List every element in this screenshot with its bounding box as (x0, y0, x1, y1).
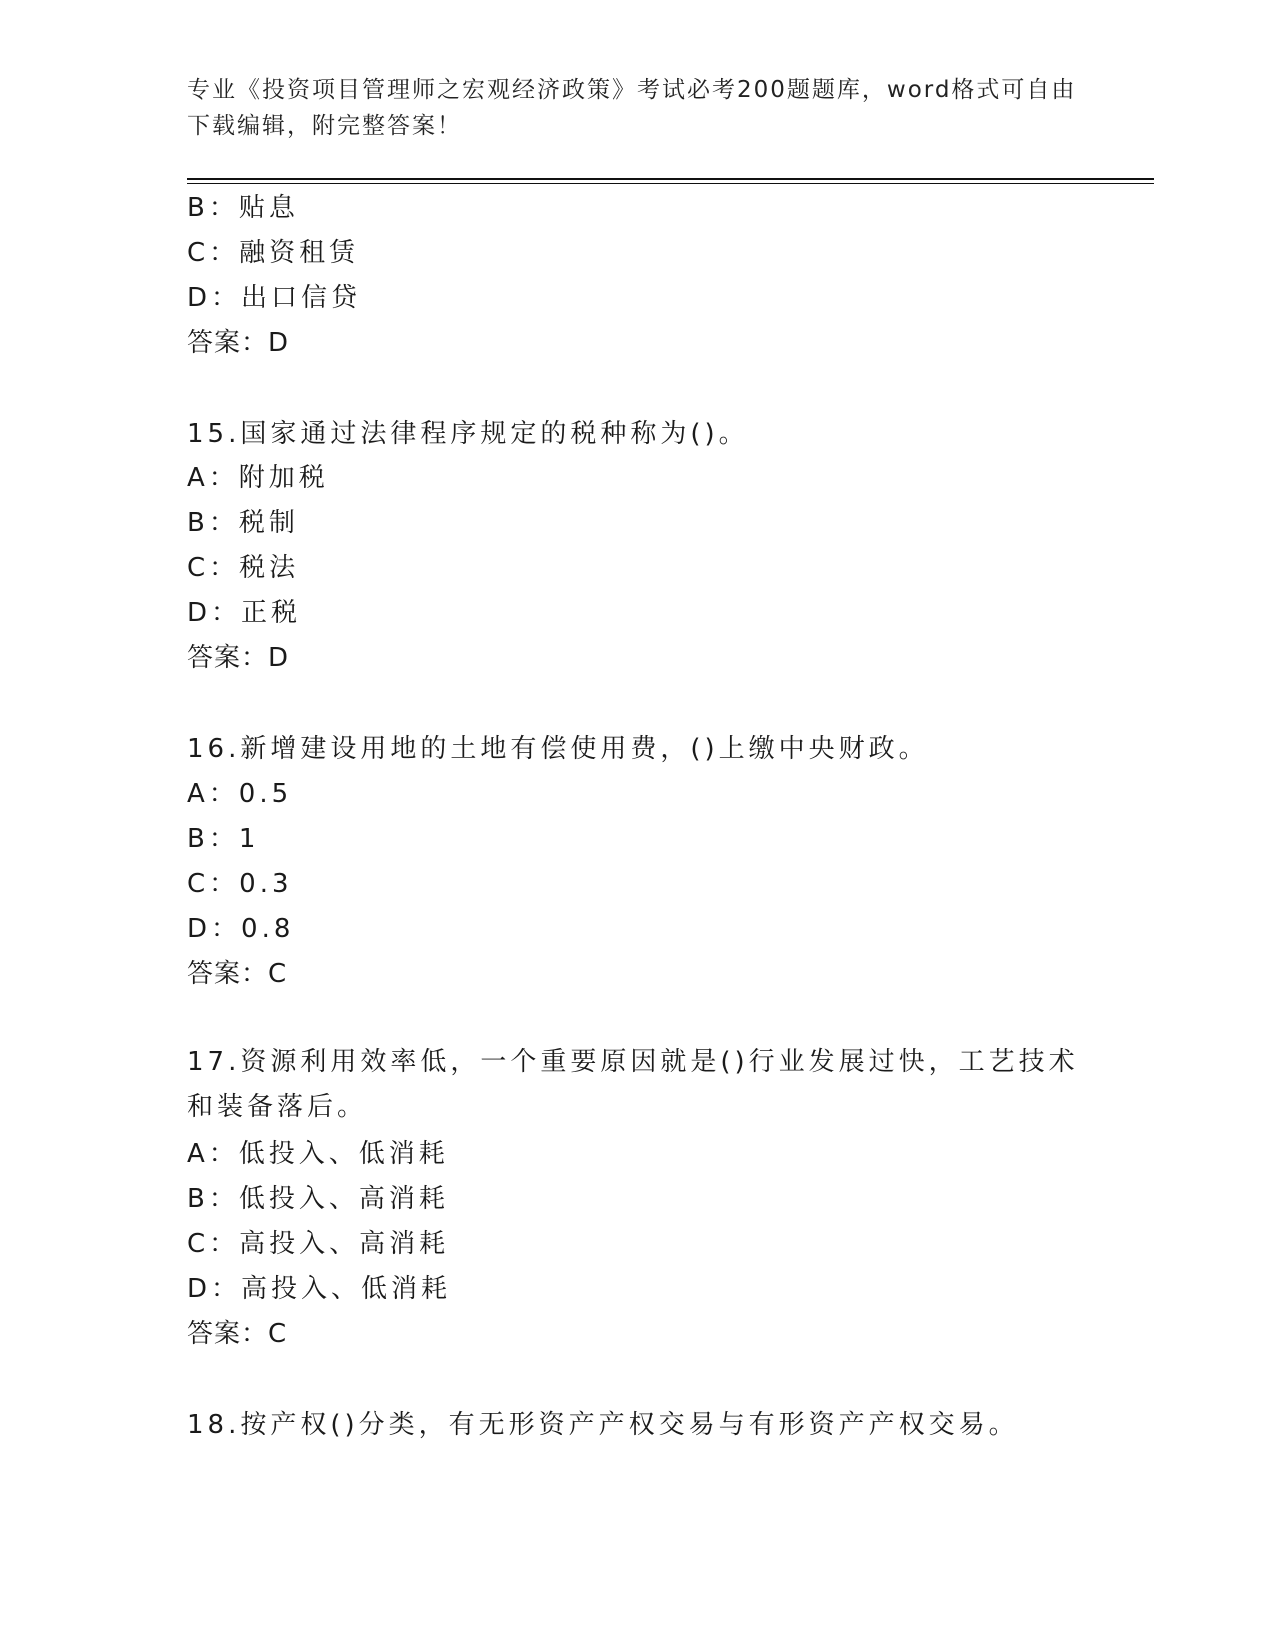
option-line: C：高投入、高消耗 (187, 1229, 450, 1259)
option-line: C：融资租赁 (187, 238, 360, 268)
option-line: D：出口信贷 (187, 283, 362, 313)
option-line: D：正税 (187, 598, 302, 628)
option-line: B：1 (187, 824, 260, 854)
answer-line: 答案：C (187, 959, 288, 989)
option-line: A：附加税 (187, 463, 329, 493)
header-rule-thick (187, 178, 1154, 180)
option-line: A：0.5 (187, 779, 293, 809)
option-line: B：税制 (187, 508, 299, 538)
question-stem: 17.资源利用效率低，一个重要原因就是()行业发展过快，工艺技术和装备落后。 (187, 1047, 1079, 1122)
option-line: C：0.3 (187, 869, 293, 899)
option-line: D：高投入、低消耗 (187, 1274, 452, 1304)
option-line: B：低投入、高消耗 (187, 1184, 449, 1214)
option-line: C：税法 (187, 553, 300, 583)
answer-line: 答案：D (187, 643, 290, 673)
answer-line: 答案：C (187, 1319, 288, 1349)
option-line: B：贴息 (187, 193, 299, 223)
question-stem: 16.新增建设用地的土地有偿使用费，()上缴中央财政。 (187, 734, 929, 764)
option-line: D：0.8 (187, 914, 295, 944)
answer-line: 答案：D (187, 328, 290, 358)
option-line: A：低投入、低消耗 (187, 1139, 449, 1169)
header-rule-thin (187, 183, 1154, 184)
question-stem: 18.按产权()分类，有无形资产产权交易与有形资产产权交易。 (187, 1410, 1019, 1440)
question-stem: 15.国家通过法律程序规定的税种称为()。 (187, 419, 749, 449)
document-header: 专业《投资项目管理师之宏观经济政策》考试必考200题题库，word格式可自由下载编辑，附完整答案！ (187, 77, 1077, 139)
